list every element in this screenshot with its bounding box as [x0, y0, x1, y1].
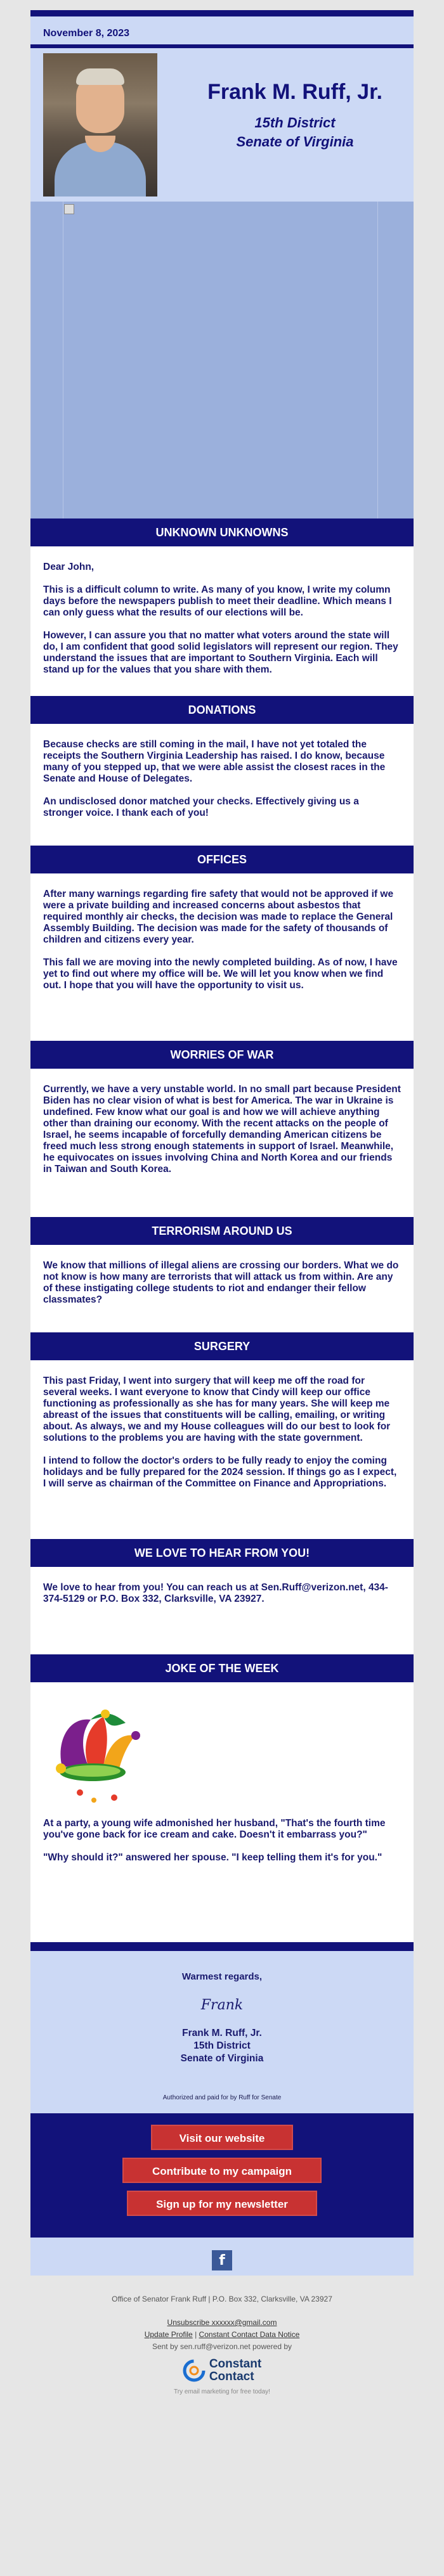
paragraph: An undisclosed donor matched your checks. Effectively giving us a stronger voice. I thank each of you! — [43, 796, 359, 818]
newsletter-signup-button[interactable]: Sign up for my newsletter — [127, 2191, 317, 2216]
tagline: Try email marketing for free today! — [174, 2388, 270, 2395]
paragraph: Because checks are still coming in the mail, I have not yet totaled the receipts the Southern Virginia Leadership has raised. I do know, because many of you stepped up, that we were able assist the closest races in the Senate and House of Delegates. — [43, 739, 386, 784]
paragraph: Currently, we have a very unstable world. In no small part because President Biden has no clear vision of what is best for America. The war in Ukraine is undefined. Few know what our goal is and how we will achieve anything other than draining our economy. With the recent attacks on the people of Israel, he seems incapable of forcefully demanding American citizens be freed much less strong enough statements in support of Israel. Meanwhile, he equivocates on issues involving China and North Korea and our friends in Taiwan and South Korea. — [43, 1084, 401, 1175]
paragraph: However, I can assure you that no matter what voters around the state will do, I am confident that good solid legislators will represent our region. They understand the issues that are important to Southern Virginia. Each will stand up for the values that you share with them. — [43, 630, 398, 675]
district-label: 15th District — [254, 115, 336, 131]
footer-links — [0, 2329, 444, 2341]
divider-bar — [30, 1942, 414, 1951]
footer-address: Office of Senator Frank Ruff | P.O. Box 332, Clarksville, VA 23927 — [112, 2295, 332, 2303]
update-profile-link[interactable]: Update Profile — [144, 2330, 193, 2339]
sent-by: Sent by sen.ruff@verizon.net powered by — [152, 2342, 292, 2351]
section-header-worries-of-war: WORRIES OF WAR — [30, 1041, 414, 1069]
logo-line-2: Contact — [209, 2370, 254, 2383]
paragraph: After many warnings regarding fire safety that would not be approved if we were a private building and increased concerns about asbestos that required monthly air checks, the decision was made to replace the General Assembly Building. The decision was made for the safety of thousands of children and citizens every year. — [43, 889, 394, 945]
unsubscribe-link[interactable]: Unsubscribe xxxxxx@gmail.com — [167, 2318, 277, 2327]
section-header-donations: DONATIONS — [30, 696, 414, 724]
signer-name: Frank M. Ruff, Jr. — [182, 2028, 262, 2038]
paragraph: At a party, a young wife admonished her husband, "That's the fourth time you've gone back for ice cream and cake. Doesn't it embarrass you?" — [43, 1818, 386, 1840]
paragraph: This is a difficult column to write. As many of you know, I write my column days before the newspapers publish to meet their deadline. Which means I can only guess what the results of our elections will be. — [43, 584, 392, 618]
section-body-donations — [30, 724, 414, 846]
hero-guide-right — [377, 202, 378, 518]
masthead — [30, 48, 414, 202]
constant-contact-logo[interactable] — [183, 2358, 261, 2383]
paragraph: This fall we are moving into the newly completed building. As of now, I have yet to find out where my office will be. We will let you know when we find out. I hope that you will have the opportunity to visit us. — [43, 957, 398, 991]
visit-website-button[interactable]: Visit our website — [151, 2125, 293, 2150]
paragraph: This past Friday, I went into surgery that will keep me off the road for several weeks. I want everyone to know that Cindy will keep our office functioning as professionally as she has for many years. She will keep me abreast of the issues that constituents will be calling, emailing, or writing about. As always, we and my House colleagues will do our best to look for solutions to the problems you are having with the state government. — [43, 1375, 391, 1443]
section-body-joke — [30, 1682, 414, 1942]
section-header-joke: JOKE OF THE WEEK — [30, 1654, 414, 1682]
logo-line-1: Constant — [209, 2357, 262, 2371]
handwritten-signature: Frank — [200, 1997, 244, 2013]
top-accent-bar — [30, 10, 414, 16]
senate-label: Senate of Virginia — [236, 134, 354, 150]
constant-contact-wordmark — [209, 2358, 261, 2383]
section-header-surgery: SURGERY — [30, 1332, 414, 1360]
facebook-icon[interactable]: f — [212, 2250, 232, 2270]
section-body-offices — [30, 873, 414, 1041]
section-body-contact — [30, 1567, 414, 1654]
authorization-notice: Authorized and paid for by Ruff for Senate — [162, 2094, 282, 2101]
data-notice-link[interactable]: Constant Contact Data Notice — [199, 2330, 300, 2339]
section-body-unknown-unknowns — [30, 546, 414, 696]
senator-portrait — [43, 53, 157, 196]
hero-image-placeholder — [30, 202, 414, 518]
masthead-title — [176, 80, 414, 151]
paragraph: "Why should it?" answered her spouse. "I keep telling them it's for you." — [43, 1852, 382, 1863]
paragraph: We love to hear from you! You can reach us at Sen.Ruff@verizon.net, 434-374-5129 or P.O. Box 332, Clarksville, VA 23927. — [43, 1582, 388, 1604]
section-header-unknown-unknowns: UNKNOWN UNKNOWNS — [30, 518, 414, 546]
section-body-terrorism — [30, 1245, 414, 1332]
closing-text: Warmest regards, — [181, 1971, 263, 1982]
constant-contact-icon — [183, 2359, 206, 2382]
signer-senate: Senate of Virginia — [180, 2053, 264, 2064]
signature-block — [30, 1951, 414, 2113]
section-body-worries-of-war — [30, 1069, 414, 1217]
cta-buttons — [30, 2117, 414, 2238]
date-bar — [30, 16, 414, 44]
social-bar — [30, 2238, 414, 2276]
section-body-surgery — [30, 1360, 414, 1539]
newsletter-date: November 8, 2023 — [43, 28, 130, 39]
signer-district: 15th District — [193, 2040, 251, 2051]
broken-image-icon — [64, 204, 74, 214]
greeting: Dear John, — [43, 562, 95, 572]
section-header-offices: OFFICES — [30, 846, 414, 873]
paragraph: We know that millions of illegal aliens are crossing our borders. What we do not know is how many are terrorists that will attack us from within. Are any of these instigating college students to riot and endanger their fellow classmates? — [43, 1260, 399, 1305]
link-separator: | — [195, 2330, 197, 2339]
unsubscribe-link-row — [0, 2317, 444, 2329]
senator-name: Frank M. Ruff, Jr. — [207, 80, 382, 104]
portrait-hair — [76, 68, 124, 85]
section-header-terrorism: TERRORISM AROUND US — [30, 1217, 414, 1245]
newsletter-container — [30, 0, 414, 2417]
paragraph: I intend to follow the doctor's orders to be fully ready to enjoy the coming holidays and be fully prepared for the 2024 session. If things go as I expect, I will serve as chairman of the Committee on Finance and Appropriations. — [43, 1455, 397, 1489]
section-header-contact: WE LOVE TO HEAR FROM YOU! — [30, 1539, 414, 1567]
footer — [0, 2276, 444, 2417]
jester-hat-icon — [43, 1697, 145, 1805]
contribute-button[interactable]: Contribute to my campaign — [122, 2158, 322, 2183]
